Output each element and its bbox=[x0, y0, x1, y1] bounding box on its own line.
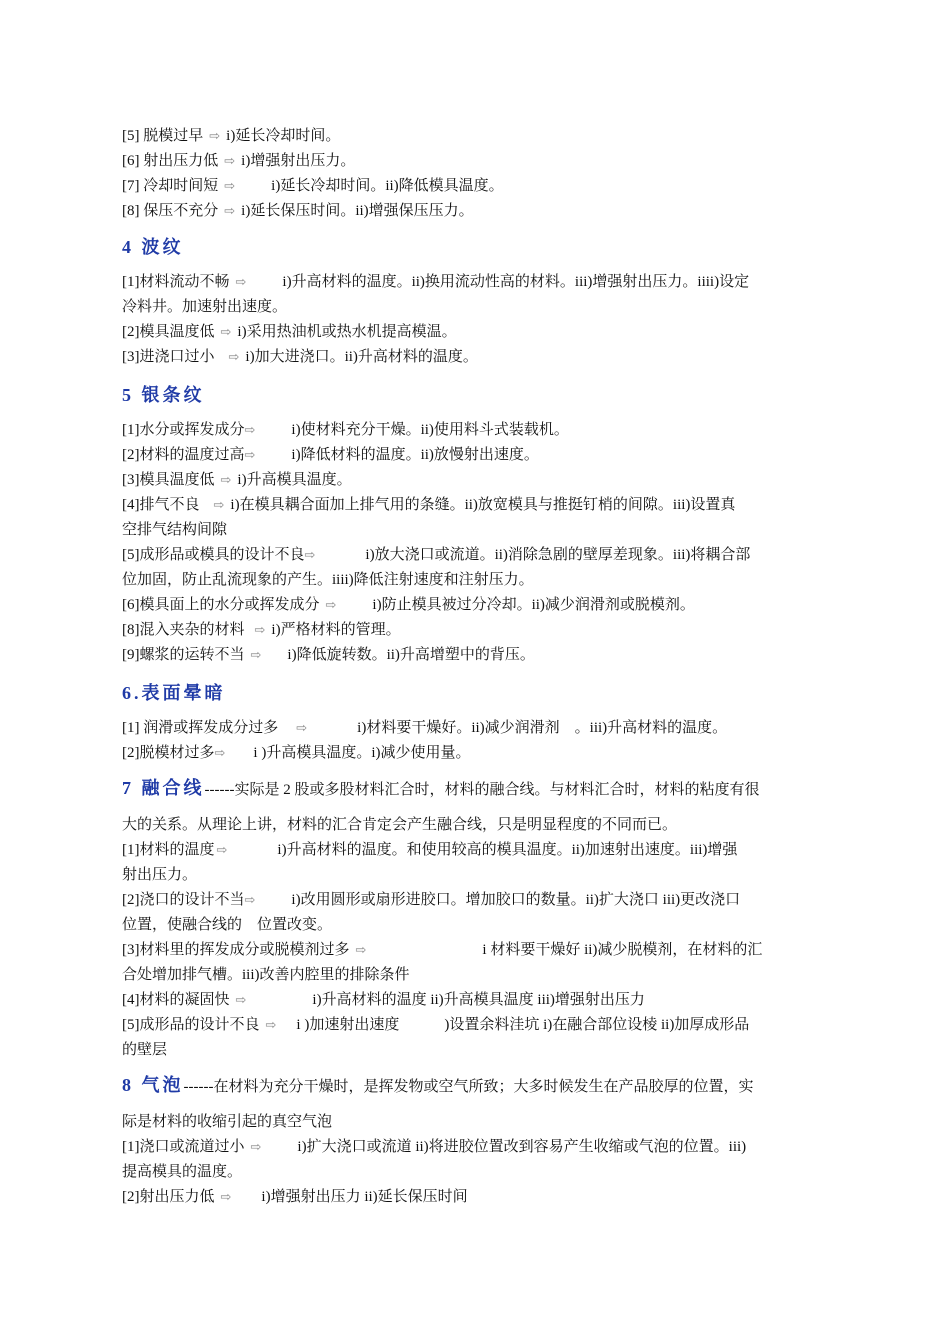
arrow-right-icon: ⇨ bbox=[224, 154, 236, 169]
item-label: [3]进浇口过小 bbox=[122, 349, 215, 365]
item-fix: i)降低材料的温度。ii)放慢射出速度。 bbox=[291, 447, 539, 463]
list-item bbox=[122, 270, 828, 320]
arrow-right-icon: ⇨ bbox=[228, 350, 240, 365]
section-heading: 5 银条纹 bbox=[122, 385, 205, 405]
item-label: [6]模具面上的水分或挥发成分 bbox=[122, 597, 320, 613]
item-fix: i)放大浇口或流道。ii)消除急剧的壁厚差现象。iii)将耦合部 bbox=[365, 547, 751, 563]
list-item bbox=[122, 174, 828, 199]
item-fix: i)升高模具温度。 bbox=[237, 472, 352, 488]
item-label: [8]混入夹杂的材料 bbox=[122, 622, 245, 638]
arrow-right-icon: ⇨ bbox=[254, 623, 266, 638]
list-item bbox=[122, 988, 828, 1013]
arrow-right-icon: ⇨ bbox=[250, 648, 262, 663]
item-fix-continued: 提高模具的温度。 bbox=[122, 1164, 243, 1180]
item-fix: i)采用热油机或热水机提高模温。 bbox=[237, 324, 457, 340]
item-fix-continued: 空排气结构间隙 bbox=[122, 522, 228, 538]
arrow-right-icon: ⇨ bbox=[209, 129, 221, 144]
arrow-right-icon: ⇨ bbox=[355, 943, 367, 958]
item-fix: i)使材料充分干燥。ii)使用料斗式装载机。 bbox=[291, 422, 569, 438]
item-fix: i)加大进浇口。ii)升高材料的温度。 bbox=[245, 349, 478, 365]
item-fix: i)材料要干燥好。ii)减少润滑剂 。iii)升高材料的温度。 bbox=[357, 720, 728, 736]
item-label: [3]模具温度低 bbox=[122, 472, 215, 488]
item-fix: i)扩大浇口或流道 ii)将进胶位置改到容易产生收缩或气泡的位置。iii) bbox=[297, 1139, 747, 1155]
list-item bbox=[122, 838, 828, 888]
item-fix: i)延长冷却时间。ii)降低模具温度。 bbox=[271, 178, 504, 194]
list-item bbox=[122, 643, 828, 668]
list-item bbox=[122, 443, 828, 468]
arrow-right-icon: ⇨ bbox=[224, 204, 236, 219]
item-fix-continued: 射出压力。 bbox=[122, 867, 198, 883]
item-fix: i)升高材料的温度。ii)换用流动性高的材料。iii)增强射出压力。iiii)设定 bbox=[282, 274, 750, 290]
section-heading: 8 气泡 bbox=[122, 1075, 184, 1095]
arrow-right-icon: ⇨ bbox=[235, 993, 247, 1008]
item-label: [4]排气不良 bbox=[122, 497, 200, 513]
item-fix: i)延长冷却时间。 bbox=[226, 128, 341, 144]
document-body bbox=[122, 124, 828, 1210]
arrow-right-icon: ⇨ bbox=[220, 325, 232, 340]
list-item bbox=[122, 938, 828, 988]
arrow-right-icon: ⇨ bbox=[235, 275, 247, 290]
arrow-right-icon: ⇨ bbox=[220, 473, 232, 488]
item-label: [2]浇口的设计不当 bbox=[122, 892, 245, 908]
arrow-right-icon: ⇨ bbox=[325, 598, 337, 613]
section-7 bbox=[122, 776, 828, 803]
item-label: [7] 冷却时间短 bbox=[122, 178, 219, 194]
arrow-right-icon: ⇨ bbox=[220, 1190, 232, 1205]
list-item bbox=[122, 199, 828, 224]
item-label: [2]射出压力低 bbox=[122, 1189, 215, 1205]
arrow-right-icon: ⇨ bbox=[296, 721, 308, 736]
section-description-continued: 大的关系。从理论上讲，材料的汇合肯定会产生融合线，只是明显程度的不同而已。 bbox=[122, 817, 678, 833]
list-item bbox=[122, 320, 828, 345]
section-heading: 6.表面晕暗 bbox=[122, 683, 226, 703]
item-fix-continued: 位加固，防止乱流现象的产生。iiii)降低注射速度和注射压力。 bbox=[122, 572, 534, 588]
list-item bbox=[122, 593, 828, 618]
item-label: [1]材料的温度 bbox=[122, 842, 215, 858]
arrow-right-icon: ⇨ bbox=[213, 498, 225, 513]
item-label: [1]材料流动不畅 bbox=[122, 274, 230, 290]
item-label: [6] 射出压力低 bbox=[122, 153, 219, 169]
item-label: [5] 脱模过早 bbox=[122, 128, 204, 144]
arrow-right-icon: ⇨ bbox=[244, 423, 256, 438]
arrow-right-icon: ⇨ bbox=[244, 448, 256, 463]
arrow-right-icon: ⇨ bbox=[265, 1018, 277, 1033]
item-fix: i)升高材料的温度。和使用较高的模具温度。ii)加速射出速度。iii)增强 bbox=[277, 842, 738, 858]
arrow-right-icon: ⇨ bbox=[250, 1140, 262, 1155]
item-label: [1] 润滑或挥发成分过多 bbox=[122, 720, 279, 736]
section-8 bbox=[122, 1073, 828, 1100]
item-label: [8] 保压不充分 bbox=[122, 203, 219, 219]
item-label: [1]水分或挥发成分 bbox=[122, 422, 245, 438]
item-label: [2]脱模材过多 bbox=[122, 745, 215, 761]
section-description: ------实际是 2 股或多股材料汇合时，材料的融合线。与材料汇合时，材料的粘度有很 bbox=[204, 782, 760, 798]
item-label: [3]材料里的挥发成分或脱模剂过多 bbox=[122, 942, 350, 958]
section-description-continued: 际是材料的收缩引起的真空气泡 bbox=[122, 1114, 333, 1130]
item-fix-continued: 合处增加排气槽。iii)改善内腔里的排除条件 bbox=[122, 967, 410, 983]
item-fix: i)延长保压时间。ii)增强保压压力。 bbox=[241, 203, 474, 219]
list-item bbox=[122, 543, 828, 593]
list-item bbox=[122, 124, 828, 149]
item-label: [5]成形品的设计不良 bbox=[122, 1017, 260, 1033]
arrow-right-icon: ⇨ bbox=[216, 843, 228, 858]
arrow-right-icon: ⇨ bbox=[224, 179, 236, 194]
item-fix: i)升高材料的温度 ii)升高模具温度 iii)增强射出压力 bbox=[312, 992, 645, 1008]
item-label: [4]材料的凝固快 bbox=[122, 992, 230, 1008]
item-fix: i 材料要干燥好 ii)减少脱模剂，在材料的汇 bbox=[482, 942, 763, 958]
arrow-right-icon: ⇨ bbox=[214, 746, 226, 761]
arrow-right-icon: ⇨ bbox=[244, 893, 256, 908]
item-fix: i)降低旋转数。ii)升高增塑中的背压。 bbox=[287, 647, 535, 663]
arrow-right-icon: ⇨ bbox=[304, 548, 316, 563]
list-item bbox=[122, 741, 828, 766]
list-item bbox=[122, 716, 828, 741]
section-heading: 7 融合线 bbox=[122, 778, 205, 798]
section-description: ------在材料为充分干燥时，是挥发物或空气所致；大多时候发生在产品胶厚的位置，实 bbox=[183, 1079, 754, 1095]
item-fix-continued: 位置，使融合线的 位置改变。 bbox=[122, 917, 333, 933]
item-fix: i)增强射出压力。 bbox=[241, 153, 356, 169]
list-item bbox=[122, 149, 828, 174]
item-label: [1]浇口或流道过小 bbox=[122, 1139, 245, 1155]
item-fix: i )升高模具温度。i)减少使用量。 bbox=[253, 745, 471, 761]
item-fix: i)在模具耦合面加上排气用的条缝。ii)放宽模具与推挺钉梢的间隙。iii)设置真 bbox=[230, 497, 736, 513]
item-label: [9]螺浆的运转不当 bbox=[122, 647, 245, 663]
item-label: [2]材料的温度过高 bbox=[122, 447, 245, 463]
list-item bbox=[122, 418, 828, 443]
item-fix: i)防止模具被过分冷却。ii)减少润滑剂或脱模剂。 bbox=[372, 597, 695, 613]
list-item bbox=[122, 888, 828, 938]
list-item bbox=[122, 468, 828, 493]
list-item bbox=[122, 493, 828, 543]
list-item bbox=[122, 1135, 828, 1185]
list-item bbox=[122, 1013, 828, 1063]
item-fix: i )加速射出速度 )设置余料洼坑 i)在融合部位设棱 ii)加厚成形品 bbox=[296, 1017, 750, 1033]
list-item bbox=[122, 1185, 828, 1210]
item-fix: i)改用圆形或扇形进胶口。增加胶口的数量。ii)扩大浇口 iii)更改浇口 bbox=[291, 892, 741, 908]
item-fix: i)增强射出压力 ii)延长保压时间 bbox=[261, 1189, 468, 1205]
item-label: [5]成形品或模具的设计不良 bbox=[122, 547, 305, 563]
item-fix-continued: 冷料井。加速射出速度。 bbox=[122, 299, 288, 315]
item-label: [2]模具温度低 bbox=[122, 324, 215, 340]
list-item bbox=[122, 345, 828, 370]
list-item bbox=[122, 618, 828, 643]
section-heading: 4 波纹 bbox=[122, 237, 184, 257]
item-fix-continued: 的壁层 bbox=[122, 1042, 168, 1058]
item-fix: i)严格材料的管理。 bbox=[271, 622, 401, 638]
